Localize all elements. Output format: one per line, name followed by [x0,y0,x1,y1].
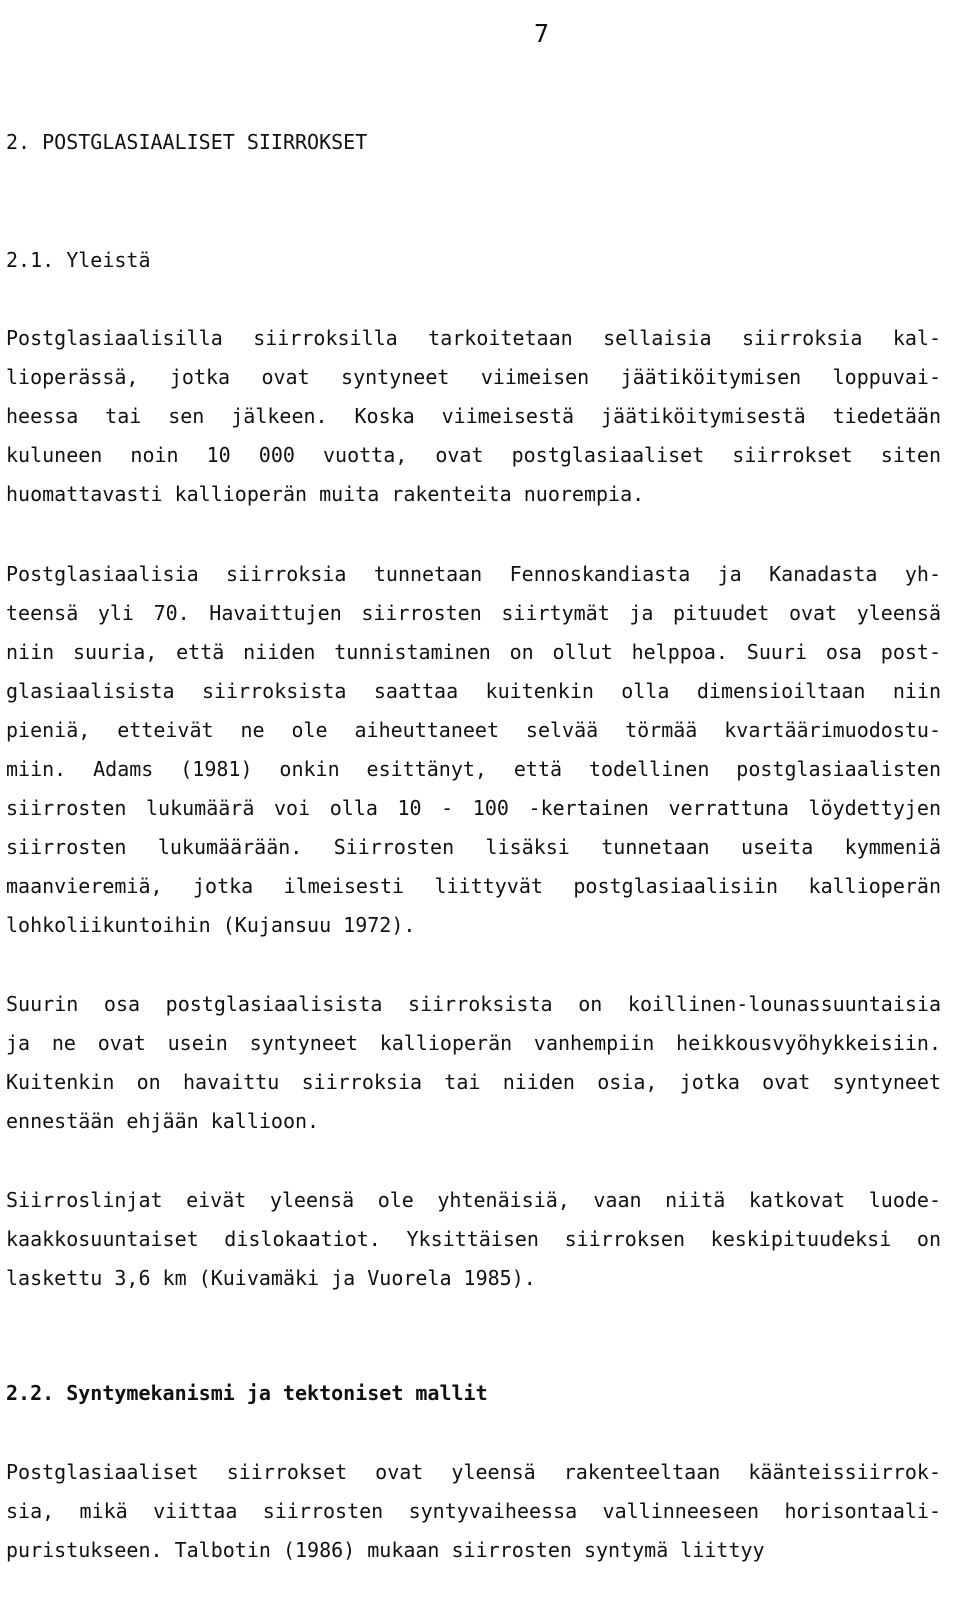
text-line: heessa tai sen jälkeen. Koska viimeisestä jäätiköitymisestä tiedetään [6,404,941,428]
text-line: niin suuria, että niiden tunnistaminen on ollut helppoa. Suuri osa post- [6,640,941,664]
text-line: Postglasiaalisia siirroksia tunnetaan Fennoskandiasta ja Kanadasta yh- [6,562,941,586]
text-line: kaakkosuuntaiset dislokaatiot. Yksittäisen siirroksen keskipituudeksi on [6,1227,941,1251]
text-line: Postglasiaaliset siirrokset ovat yleensä rakenteeltaan käänteissiirrok- [6,1460,941,1484]
text-line: miin. Adams (1981) onkin esittänyt, että todellinen postglasiaalisten [6,757,941,781]
text-line: siirrosten lukumäärä voi olla 10 - 100 -kertainen verrattuna löydettyjen [6,796,941,820]
text-line: glasiaalisista siirroksista saattaa kuitenkin olla dimensioiltaan niin [6,679,941,703]
text-line: pieniä, etteivät ne ole aiheuttaneet selvää törmää kvartäärimuodostu- [6,718,941,742]
text-line: Kuitenkin on havaittu siirroksia tai niiden osia, jotka ovat syntyneet [6,1070,941,1094]
text-line: siirrosten lukumäärään. Siirrosten lisäksi tunnetaan useita kymmeniä [6,835,941,859]
text-line: puristukseen. Talbotin (1986) mukaan siirrosten syntymä liittyy [6,1538,765,1562]
text-line: lohkoliikuntoihin (Kujansuu 1972). [6,913,416,937]
text-line: ja ne ovat usein syntyneet kallioperän vanhempiin heikkousvyöhykkeisiin. [6,1031,941,1055]
text-line: sia, mikä viittaa siirrosten syntyvaiheessa vallinneeseen horisontaali- [6,1499,941,1523]
subsection-heading-general: 2.1. Yleistä [6,248,151,272]
text-line: kuluneen noin 10 000 vuotta, ovat postglasiaaliset siirrokset siten [6,443,941,467]
text-line: laskettu 3,6 km (Kuivamäki ja Vuorela 1985). [6,1266,536,1290]
text-line: ennestään ehjään kallioon. [6,1109,320,1133]
text-line: Suurin osa postglasiaalisista siirroksista on koillinen-lounassuuntaisia [6,992,941,1016]
text-line: Postglasiaalisilla siirroksilla tarkoitetaan sellaisia siirroksia kal- [6,326,941,350]
page-number: 7 [534,19,550,48]
section-heading: 2. POSTGLASIAALISET SIIRROKSET [6,130,368,154]
text-line: Siirroslinjat eivät yleensä ole yhtenäisiä, vaan niitä katkovat luode- [6,1188,941,1212]
subsection-heading-mechanism: 2.2. Syntymekanismi ja tektoniset mallit [6,1381,488,1405]
text-line: teensä yli 70. Havaittujen siirrosten siirtymät ja pituudet ovat yleensä [6,601,941,625]
text-line: maanvieremiä, jotka ilmeisesti liittyvät postglasiaalisiin kallioperän [6,874,941,898]
text-line: lioperässä, jotka ovat syntyneet viimeisen jäätiköitymisen loppuvai- [6,365,941,389]
text-line: huomattavasti kallioperän muita rakenteita nuorempia. [6,482,645,506]
